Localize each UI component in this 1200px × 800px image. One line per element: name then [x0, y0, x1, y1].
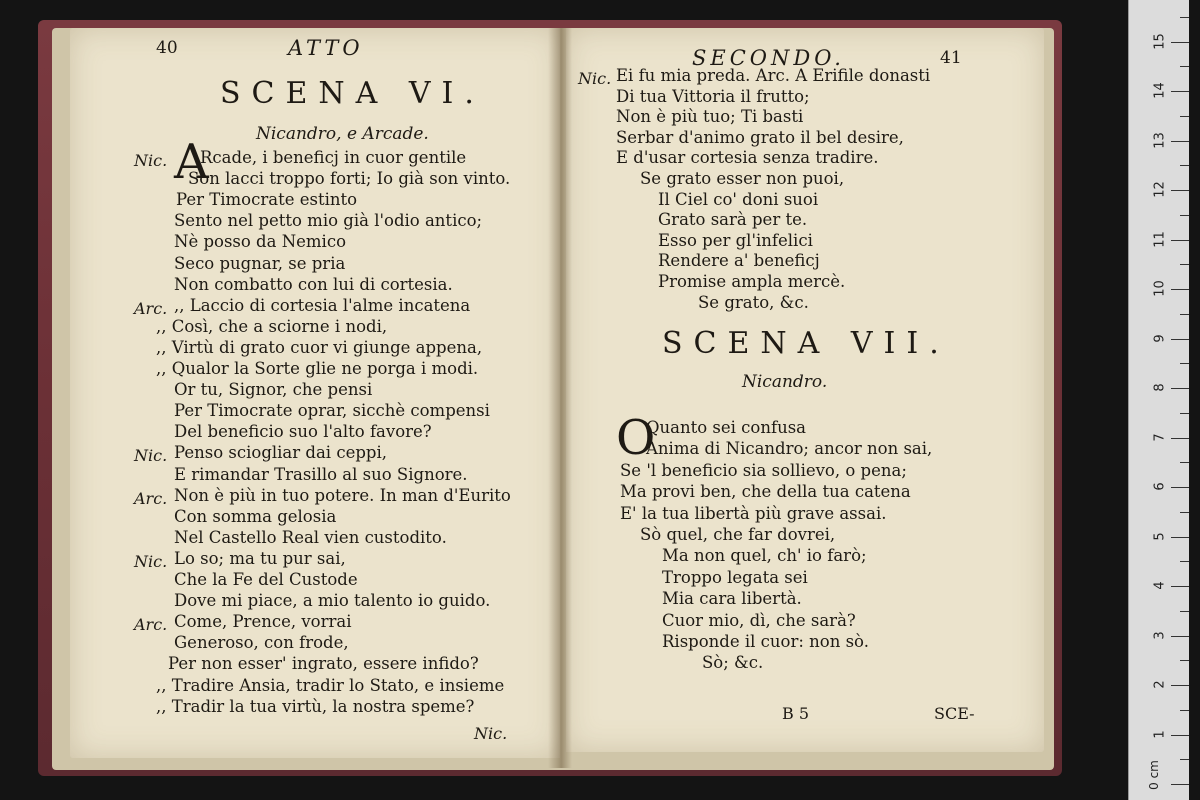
verse-line: Generoso, con frode, — [174, 633, 349, 653]
verse-line: Troppo legata sei — [662, 567, 808, 587]
ruler-tick — [1180, 512, 1189, 513]
verse-line: ,, Tradir la tua virtù, la nostra speme? — [156, 696, 475, 716]
scene-title-vi: SCENA VI. — [220, 76, 485, 111]
verse-line: Sento nel petto mio già l'odio antico; — [174, 211, 483, 231]
speaker-label: Nic. — [134, 551, 168, 571]
verse-line: E' la tua libertà più grave assai. — [620, 503, 887, 523]
ruler-number: 2 — [1152, 680, 1168, 689]
verse-line: Che la Fe del Custode — [174, 570, 358, 589]
verse-line: Per Timocrate oprar, sicchè compensi — [174, 401, 490, 421]
ruler-tick — [1180, 116, 1189, 117]
book-gutter — [548, 28, 572, 768]
left-page — [70, 28, 560, 758]
measuring-ruler — [1128, 0, 1189, 800]
verse-line: Come, Prence, vorrai — [174, 612, 352, 632]
ruler-tick — [1171, 91, 1189, 92]
ruler-number: 4 — [1152, 581, 1168, 590]
verse-line: Anima di Nicandro; ancor non sai, — [646, 439, 933, 459]
verse-line: ,, Laccio di cortesia l'alme incatena — [174, 295, 471, 315]
ruler-number: 1 — [1152, 729, 1168, 739]
page-number-right: 41 — [940, 48, 962, 68]
verse-line: Per non esser' ingrato, essere infido? — [168, 654, 479, 674]
verse-line: E d'usar cortesia senza tradire. — [616, 148, 879, 168]
signature-mark: B 5 — [782, 704, 810, 723]
scene-title-vii: SCENA VII. — [662, 326, 950, 361]
verse-line: ,, Virtù di grato cuor vi giunge appena, — [156, 337, 483, 357]
right-page — [566, 28, 1044, 752]
ruler-tick — [1180, 561, 1189, 562]
ruler-number: 7 — [1152, 432, 1168, 442]
ruler-tick — [1171, 537, 1189, 538]
ruler-tick — [1171, 784, 1189, 785]
running-head-left: ATTO — [288, 36, 364, 60]
scene-persons-vii: Nicandro. — [742, 372, 828, 392]
ruler-tick — [1180, 413, 1189, 414]
verse-line: Lo so; ma tu pur sai, — [174, 548, 346, 568]
ruler-number: 13 — [1152, 131, 1168, 149]
ruler-tick — [1171, 685, 1189, 686]
verse-line: Serbar d'animo grato il bel desire, — [616, 127, 904, 147]
ruler-unit-label: 0 cm — [1146, 760, 1161, 790]
ruler-tick — [1171, 339, 1189, 340]
verse-line: Dove mi piace, a mio talento io guido. — [174, 591, 491, 611]
verse-line: Nè posso da Nemico — [174, 232, 347, 252]
ruler-number: 9 — [1152, 333, 1168, 343]
verse-line: Mia cara libertà. — [662, 589, 802, 609]
verse-line: Penso sciogliar dai ceppi, — [174, 443, 387, 463]
verse-line: Rendere a' beneficj — [658, 251, 820, 271]
verse-line: Sò; &c. — [702, 653, 764, 673]
verse-line: ,, Così, che a sciorne i nodi, — [156, 316, 388, 336]
verse-line: Il Ciel co' doni suoi — [658, 189, 819, 209]
speaker-label: Nic. — [134, 151, 168, 170]
verse-line: Del beneficio suo l'alto favore? — [174, 422, 432, 442]
verse-line: Esso per gl'infelici — [658, 230, 813, 250]
ruler-tick — [1171, 388, 1189, 389]
verse-line: Risponde il cuor: non sò. — [662, 632, 869, 651]
ruler-tick — [1171, 190, 1189, 191]
ruler-tick — [1180, 215, 1189, 216]
ruler-tick — [1171, 289, 1189, 290]
ruler-number: 11 — [1152, 230, 1168, 248]
ruler-tick — [1171, 636, 1189, 637]
ruler-tick — [1180, 611, 1189, 612]
verse-line: Seco pugnar, se pria — [174, 253, 346, 273]
verse-line: Promise ampla mercè. — [658, 272, 846, 291]
speaker-label: Arc. — [134, 298, 168, 318]
verse-line: Sò quel, che far dovrei, — [640, 525, 836, 544]
verse-line: Grato sarà per te. — [658, 210, 808, 230]
verse-line: Non è più tuo; Ti basti — [616, 107, 804, 127]
ruler-tick — [1180, 660, 1189, 661]
verse-line: E rimandar Trasillo al suo Signore. — [174, 464, 468, 484]
verse-line: Se grato, &c. — [698, 292, 809, 312]
ruler-tick — [1171, 438, 1189, 439]
drop-cap-o: O — [616, 410, 656, 466]
ruler-tick — [1180, 759, 1189, 760]
catchword-left: Nic. — [474, 724, 508, 743]
ruler-tick — [1171, 735, 1189, 736]
ruler-number: 8 — [1152, 383, 1168, 392]
verse-line: Per Timocrate estinto — [176, 190, 358, 210]
ruler-tick — [1180, 66, 1189, 67]
ruler-number: 3 — [1152, 630, 1168, 640]
verse-line: Ma provi ben, che della tua catena — [620, 482, 911, 502]
verse-line: Son lacci troppo forti; Io già son vinto. — [188, 169, 511, 189]
verse-line: Non combatto con lui di cortesia. — [174, 274, 453, 294]
ruler-number: 6 — [1152, 482, 1168, 491]
ruler-tick — [1180, 165, 1189, 166]
ruler-number: 14 — [1152, 82, 1168, 99]
scene-persons-vi: Nicandro, e Arcade. — [256, 124, 429, 144]
running-head-right: SECONDO. — [692, 46, 845, 70]
ruler-number: 15 — [1152, 32, 1168, 50]
ruler-tick — [1171, 586, 1189, 587]
verse-line: Con somma gelosia — [174, 506, 337, 526]
ruler-tick — [1171, 141, 1189, 142]
verse-line: Cuor mio, dì, che sarà? — [662, 610, 856, 630]
ruler-tick — [1180, 462, 1189, 463]
ruler-tick — [1171, 487, 1189, 488]
verse-line: Ma non quel, ch' io farò; — [662, 546, 867, 566]
ruler-number: 5 — [1152, 531, 1168, 541]
ruler-tick — [1171, 42, 1189, 43]
verse-line: ,, Qualor la Sorte glie ne porga i modi. — [156, 359, 479, 378]
speaker-label: Nic. — [134, 446, 168, 466]
catchword-right: SCE- — [934, 704, 975, 723]
ruler-tick — [1180, 314, 1189, 315]
speaker-label: Arc. — [134, 488, 168, 508]
ruler-tick — [1180, 17, 1189, 18]
verse-line: Non è più in tuo potere. In man d'Eurito — [174, 485, 511, 505]
page-number-left: 40 — [156, 38, 178, 58]
verse-line: ,, Tradire Ansia, tradir lo Stato, e insieme — [156, 675, 505, 695]
speaker-label: Arc. — [134, 615, 168, 635]
verse-line: Se 'l beneficio sia sollievo, o pena; — [620, 460, 907, 480]
ruler-tick — [1180, 710, 1189, 711]
verse-line: Ei fu mia preda. Arc. A Erifile donasti — [616, 66, 931, 85]
verse-line: Rcade, i beneficj in cuor gentile — [200, 148, 467, 167]
speaker-label: Nic. — [578, 69, 612, 88]
ruler-number: 12 — [1152, 181, 1168, 198]
ruler-tick — [1171, 240, 1189, 241]
drop-cap-a: A — [174, 134, 209, 190]
ruler-tick — [1180, 264, 1189, 265]
ruler-tick — [1180, 363, 1189, 364]
verse-line: Se grato esser non puoi, — [640, 169, 845, 188]
ruler-number: 10 — [1152, 280, 1168, 297]
verse-line: Nel Castello Real vien custodito. — [174, 527, 447, 547]
verse-line: Quanto sei confusa — [646, 418, 807, 437]
verse-line: Di tua Vittoria il frutto; — [616, 86, 810, 106]
verse-line: Or tu, Signor, che pensi — [174, 380, 373, 400]
